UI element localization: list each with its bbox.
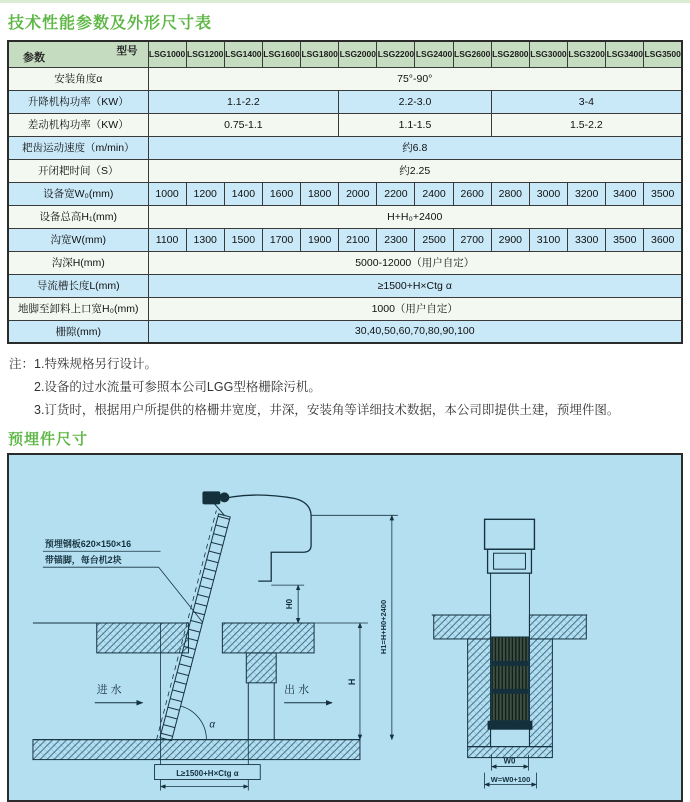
l-dimension-label: L≥1500+H×Ctg α [176,769,239,779]
diagram-title: 预埋件尺寸 [8,431,89,448]
spec-table-title: 技术性能参数及外形尺寸表 [8,15,213,32]
spec-value-cell: 1.1-2.2 [148,90,339,113]
model-header-cell: LSG2200 [377,41,415,67]
spec-value-cell: 3500 [606,228,644,251]
note-line-1 [9,353,683,376]
spec-value-cell: 2500 [415,228,453,251]
spec-value-cell: 1600 [262,182,300,205]
spec-value-cell: 3600 [644,228,682,251]
spec-value-cell: 2900 [491,228,529,251]
spec-table [7,40,683,344]
screen-grid [492,637,529,721]
note-line-2: 2.设备的过水流量可参照本公司LGG型格栅除污机。 [34,380,321,394]
embedded-parts-diagram [9,455,681,800]
spec-row [8,136,682,159]
spec-row [8,113,682,136]
row-label: 开闭耙时间（S） [8,159,148,182]
model-header-cell: LSG1800 [301,41,339,67]
spec-value-cell: 1.1-1.5 [339,113,492,136]
spec-value-cell: 1000 [148,182,186,205]
spec-row [8,228,682,251]
model-axis-label: 型号 [116,45,138,57]
embedded-plate-annotation-line2: 带锚脚，每台机2块 [44,555,122,566]
spec-value-cell: 2800 [491,182,529,205]
spec-value-cell: 2600 [453,182,491,205]
row-label: 地脚至卸料上口宽H₀(mm) [8,297,148,320]
row-label: 设备总高H₁(mm) [8,205,148,228]
angle-label: α [209,719,216,731]
spec-value-cell: 1900 [301,228,339,251]
spec-value-cell: 1800 [301,182,339,205]
spec-value-cell: 1400 [224,182,262,205]
inlet-label: 进水 [96,683,125,696]
row-label: 设备宽W₀(mm) [8,182,148,205]
model-header-cell: LSG3400 [606,41,644,67]
spec-value-cell: 3100 [529,228,567,251]
spec-value-cell: 3200 [568,182,606,205]
spec-value-cell: 2700 [453,228,491,251]
row-label: 差动机构功率（KW） [8,113,148,136]
row-label: 沟宽W(mm) [8,228,148,251]
model-header-cell: LSG1200 [186,41,224,67]
notes-prefix: 注： [9,357,35,371]
spec-table-header-row [8,41,682,67]
embedded-plate-annotation-line1: 预埋钢板620×150×16 [44,539,132,550]
spec-value-cell: 3400 [606,182,644,205]
model-header-cell: LSG3200 [568,41,606,67]
spec-value-cell: 1700 [262,228,300,251]
model-header-cell: LSG1000 [148,41,186,67]
model-header-cell: LSG1600 [262,41,300,67]
spec-value-cell: 3-4 [491,90,682,113]
model-header-cell: LSG2800 [491,41,529,67]
spec-value-cell: 1300 [186,228,224,251]
note-text-1: 1.特殊规格另行设计。 [34,357,157,371]
spec-value-cell: 3300 [568,228,606,251]
param-axis-label: 参数 [23,51,45,64]
spec-row [8,274,682,297]
spec-value-cell: 1500 [224,228,262,251]
spec-value-cell: H+H₀+2400 [148,205,682,228]
row-label: 导流槽长度L(mm) [8,274,148,297]
model-header-cell: LSG2400 [415,41,453,67]
spec-row [8,159,682,182]
spec-row [8,251,682,274]
h1-dimension-label: H1=H+H0+2400 [378,599,388,655]
h-dimension-label: H [346,678,357,686]
spec-value-cell: 30,40,50,60,70,80,90,100 [148,320,682,343]
spec-value-cell: 3500 [644,182,682,205]
spec-row [8,205,682,228]
spec-value-cell: 2100 [339,228,377,251]
spec-value-cell: 1200 [186,182,224,205]
row-label: 栅隙(mm) [8,320,148,343]
row-label: 升降机构功率（KW） [8,90,148,113]
spec-value-cell: 1100 [148,228,186,251]
spec-value-cell: 约6.8 [148,136,682,159]
spec-row [8,297,682,320]
spec-value-cell: 0.75-1.1 [148,113,339,136]
w-dimension-label: W=W0+100 [490,775,531,785]
notes [9,353,683,422]
spec-row [8,67,682,90]
spec-value-cell: ≥1500+H×Ctg α [148,274,682,297]
spec-value-cell: 75°-90° [148,67,682,90]
model-header-cell: LSG3000 [529,41,567,67]
spec-value-cell: 2000 [339,182,377,205]
spec-value-cell: 1000（用户自定） [148,297,682,320]
note-line-3: 3.订货时，根据用户所提供的格栅井宽度，井深，安装角等详细技术数据，本公司即提供土建，预埋件图。 [34,403,620,417]
drive-motor [202,491,220,504]
embedded-parts-diagram-panel [7,453,683,802]
spec-value-cell: 2300 [377,228,415,251]
w0-dimension-label: W0 [503,756,516,766]
model-header-cell: LSG2000 [339,41,377,67]
spec-value-cell: 约2.25 [148,159,682,182]
spec-table-body [8,67,682,343]
spec-row [8,90,682,113]
model-header-cell: LSG3500 [644,41,682,67]
catalog-page [0,3,690,802]
h0-dimension-label: H0 [285,598,295,610]
row-label: 耙齿运动速度（m/min） [8,136,148,159]
spec-value-cell: 2200 [377,182,415,205]
spec-value-cell: 2.2-3.0 [339,90,492,113]
spec-value-cell: 1.5-2.2 [491,113,682,136]
spec-value-cell: 2400 [415,182,453,205]
spec-row [8,182,682,205]
spec-value-cell: 3000 [529,182,567,205]
spec-row [8,320,682,343]
outlet-label: 出水 [284,683,313,696]
spec-value-cell: 5000-12000（用户自定） [148,251,682,274]
model-header-cell: LSG2600 [453,41,491,67]
row-label: 沟深H(mm) [8,251,148,274]
row-label: 安装角度α [8,67,148,90]
model-header-cell: LSG1400 [224,41,262,67]
diagonal-header-cell [8,41,148,67]
